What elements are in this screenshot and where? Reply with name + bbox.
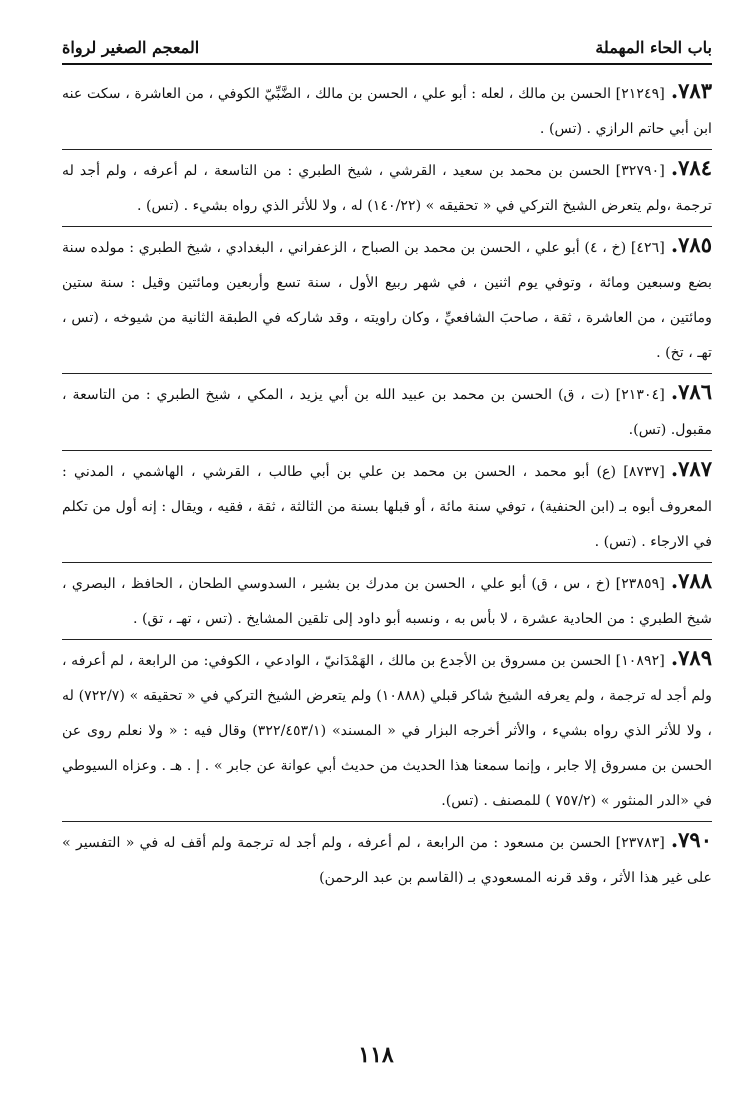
entry-text: [٢١٣٠٤] (ت ، ق) الحسن بن محمد بن عبيد الله بن أبي يزيد ، المكي ، شيخ الطبري : من التاسعة ، مقبول. (تس). (62, 387, 712, 438)
entry-number: ٧٨٩. (670, 645, 712, 670)
page (62, 38, 712, 896)
entry-text: [٢٣٨٥٩] (خ ، س ، ق) أبو علي ، الحسن بن مدرك بن بشير ، السدوسي الطحان ، الحافظ ، البصري ، شيخ الطبري : من الحادية عشرة ، لا بأس به ، ونسبه أبو داود إلى تلقين المشايخ . (تس ، تهـ ، تق) . (62, 576, 712, 627)
entry-text: [٢٣٧٨٣] الحسن بن مسعود : من الرابعة ، لم أعرفه ، ولم أجد له ترجمة ولم أقف له في « التفسير » على غير هذا الأثر ، وقد قرنه المسعودي بـ (القاسم بن عبد الرحمن) (62, 835, 712, 886)
entry-number: ٧٨٣. (670, 78, 712, 103)
page-header (62, 38, 712, 65)
book-title: المعجم الصغير لرواة (62, 38, 200, 57)
entry-790 (62, 821, 712, 896)
entry-text: [٤٢٦] (خ ، ٤) أبو علي ، الحسن بن محمد بن الصباح ، الزعفراني ، البغدادي ، شيخ الطبري : مولده سنة بضع وسبعين ومائة ، وتوفي يوم اثنين ، في شهر ربيع الأول ، سنة تسع وأربعين ومائتين وقيل : سنة ستين ومائتين ، من العاشرة ، ثقة ، صاحبَ الشافعيِّ ، وكان راويته ، وقد شاركه في الطبقة الثانية من شيوخه ، (تس ، تهـ ، تخ) . (62, 240, 712, 361)
entry-788 (62, 562, 712, 637)
chapter-title: باب الحاء المهملة (595, 38, 712, 57)
entry-text: [٣٢٧٩٠] الحسن بن محمد بن سعيد ، القرشي ، شيخ الطبري : من التاسعة ، لم أعرفه ، ولم أجد له ترجمة ،ولم يتعرض الشيخ التركي في « تحقيقه » (١٤٠/٢٢) له ، ولا للأثر الذي رواه بشيء . (تس) . (62, 163, 712, 214)
entry-784 (62, 149, 712, 224)
entry-text: [٨٧٣٧] (ع) أبو محمد ، الحسن بن محمد بن علي بن أبي طالب ، القرشي ، الهاشمي ، المدني : المعروف أبوه بـ (ابن الحنفية) ، توفي سنة مائة ، أو قبلها بسنة من الثالثة ، ثقة ، فقيه ، ويقال : إنه أول من تكلم في الارجاء . (تس) . (62, 464, 712, 550)
entry-787 (62, 450, 712, 560)
entry-number: ٧٨٤. (670, 155, 712, 180)
entry-number: ٧٨٦. (670, 379, 712, 404)
entry-783 (62, 73, 712, 147)
entry-number: ٧٨٥. (670, 232, 712, 257)
entry-number: ٧٨٨. (670, 568, 712, 593)
entry-number: ٧٨٧. (670, 456, 712, 481)
entry-text: [١٠٨٩٢] الحسن بن مسروق بن الأجدع بن مالك ، الهَمْدَانيّ ، الوادعي ، الكوفي: من الرابعة ، لم أعرفه ، ولم أجد له ترجمة ، ولم يعرفه الشيخ شاكر قبلي (١٠٨٨٨) ولم يتعرض الشيخ التركي في « تحقيقه » (٧٢٢/٧) له ، ولا للأثر الذي رواه بشيء ، والأثر أخرجه البزار في « المسند» (٣٢٢/٤٥٣/١) وقال فيه : « ولا نعلم روى عن الحسن بن مسروق إلا جابر ، وإنما سمعنا هذا الحديث من حديث أبي عوانة عن جابر » . إ . هـ . وعزاه السيوطي في «الدر المنثور » (٧٥٧/٢ ) للمصنف . (تس). (62, 653, 712, 809)
entry-785 (62, 226, 712, 371)
entry-789 (62, 639, 712, 819)
entries-list (62, 73, 712, 896)
page-number: ١١٨ (358, 1042, 394, 1068)
entry-786 (62, 373, 712, 448)
entry-number: ٧٩٠. (670, 827, 712, 852)
entry-text: [٢١٢٤٩] الحسن بن مالك ، لعله : أبو علي ، الحسن بن مالك ، الضَّبِّيّ الكوفي ، من العاشرة ، سكت عنه ابن أبي حاتم الرازي . (تس) . (62, 86, 712, 137)
